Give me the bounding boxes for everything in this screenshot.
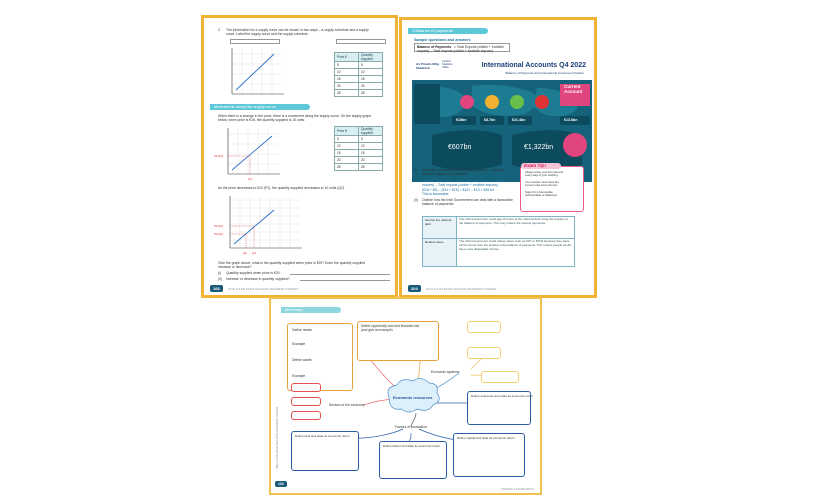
body-text: When there is a change in the price, there is a movement along the supply curve. On the supply graph	[218, 114, 372, 118]
exam-tip-title: Exam Tip!	[521, 163, 561, 169]
page-footer: SKILLS FOR EXAM SUCCESS BUSINESS STUDIES	[228, 288, 299, 291]
box-label: Define land and state its economic return	[295, 434, 350, 438]
value-label: €13.8bn	[564, 118, 578, 122]
answer-box[interactable]	[336, 39, 386, 44]
table-cell: 15	[359, 76, 383, 83]
question-text: Ireland's balance of payments.	[422, 172, 468, 176]
item-text: Quantity supplied when price is €20:	[226, 271, 281, 275]
section-title: Mind map	[285, 307, 303, 312]
quantity-label: Q1	[248, 177, 253, 181]
section-title: Movements along the supply curve	[214, 104, 276, 109]
price-label: P1(15)	[214, 154, 224, 158]
box-label: Define capital and state its economic return	[457, 436, 515, 440]
infographic-subtitle: Balance of Payments and International Investment Position	[505, 71, 584, 75]
value-label: €21.4bn	[512, 118, 526, 122]
supply-curve-chart	[226, 46, 286, 102]
question-text: Outline how the Irish Government can deal with a favourable	[422, 198, 513, 202]
movement-chart	[214, 124, 284, 188]
table-value-text: The Irish Government could reduce taxes such as VAT or PAYE because they have extra income from the surplus in the balance of payments. This means people would have more disposable income.	[459, 239, 571, 251]
sectors-node: Sectors of the economy	[329, 403, 365, 407]
cso-text: Staidrimh	[416, 66, 430, 70]
table-cell: 15	[335, 76, 359, 83]
economic-systems-node: Economic systems	[431, 370, 460, 374]
blank-box[interactable]	[481, 371, 519, 383]
quantity-label: Q1	[252, 251, 257, 255]
table-header: Quantity supplied	[359, 127, 383, 136]
table-cell: 25	[359, 164, 383, 171]
table-key: Reduce taxes	[423, 239, 457, 267]
item-number: (ii)	[218, 277, 222, 281]
enterprise-box[interactable]	[467, 391, 534, 425]
table-cell: 20	[359, 157, 383, 164]
table-cell: 15	[359, 150, 383, 157]
sector-box[interactable]	[291, 411, 321, 420]
blank-box[interactable]	[467, 321, 501, 333]
supply-schedule-table	[334, 52, 383, 97]
movement-table	[334, 126, 383, 171]
box-label: Define needs	[292, 328, 312, 332]
answer-text: (€18 + €8) – (€41 + €15) = €167 – €13 = €45 bn	[422, 188, 494, 192]
total-value: €607bn	[448, 144, 472, 151]
answer-line[interactable]	[290, 274, 390, 275]
table-cell: 5	[335, 136, 359, 143]
table-cell: 25	[335, 90, 359, 97]
infographic-title: International Accounts Q4 2022	[481, 62, 586, 69]
answer-box[interactable]	[230, 39, 280, 44]
answer-table	[422, 216, 575, 267]
value-label: €8.7bn	[484, 118, 496, 122]
factors-node: Factors of production	[395, 425, 427, 429]
formula-text: = Total Exports (visible + invisible	[454, 44, 504, 49]
page-number: 166	[210, 285, 223, 292]
infographic	[412, 54, 592, 182]
box-label: Define opportunity cost and financial cost	[361, 324, 420, 328]
section-heading	[408, 28, 488, 34]
table-value	[457, 217, 575, 239]
sector-box[interactable]	[291, 397, 321, 406]
center-node: Economic resources	[393, 395, 433, 400]
table-cell: 10	[359, 69, 383, 76]
question-text: Using the information in the infograph above, calculate	[422, 168, 504, 172]
question-text: balance of payments.	[422, 202, 455, 206]
cso-text: Office	[442, 66, 449, 69]
page-number: 133	[275, 481, 287, 487]
balance-of-payments-page	[399, 17, 597, 298]
supply-worksheet-page	[201, 15, 398, 298]
cso-text: Central	[442, 60, 451, 63]
table-cell: 10	[335, 69, 359, 76]
box-label: Define wants	[292, 358, 312, 362]
box-label: Define labour and state its economic return	[383, 444, 441, 448]
cso-text: An Príomh-Oifig	[416, 62, 439, 66]
section-title: Balance of payments	[415, 28, 453, 33]
blank-box[interactable]	[467, 347, 501, 359]
quantity-label: Q2	[243, 251, 248, 255]
table-cell: 10	[335, 143, 359, 150]
table-header: Quantity supplied	[359, 53, 383, 62]
table-value-text: The Irish Government could pay off some of the national debt using the surplus on the balance of payments. This may reduce the interest payments.	[459, 217, 569, 225]
question-text: increase or decrease?	[218, 265, 252, 269]
box-label: (and give an example)	[361, 328, 393, 332]
tip-text: Your answer must have the	[525, 180, 559, 184]
tip-text: unfavourable or balanced.	[525, 193, 558, 198]
question-text: Give the graph above, what is the quantity supplied when price is €20? Does the quantity supplied	[218, 261, 366, 265]
formula-label: Balance of Payments	[417, 44, 452, 49]
page-footer: STRAND 3 ECONOMICS	[500, 488, 534, 491]
opportunity-cost-box[interactable]	[357, 321, 439, 361]
page-number: 204	[408, 285, 421, 292]
question-text: The information for a supply curve can be shown in two ways – a supply schedule and a supply	[226, 28, 369, 32]
box-label: Define enterprise and state its economic return	[471, 394, 534, 398]
tip-text: State if it is favourable,	[525, 190, 554, 194]
value-label: €18bn	[456, 118, 467, 122]
table-header: Price €	[335, 53, 359, 62]
table-key: Service the national debt	[423, 217, 457, 239]
answer-line[interactable]	[300, 280, 390, 281]
price-label: P1(15)	[214, 224, 224, 228]
section-heading	[210, 104, 310, 110]
table-cell: 25	[359, 90, 383, 97]
formula-text: exports) – Total Imports (visible + invisible imports)	[417, 48, 493, 53]
box-label: Example	[292, 374, 306, 378]
labour-box[interactable]	[379, 441, 447, 479]
answer-text: Balance of Payments = Total Exports (visible + invisible	[422, 179, 505, 183]
land-box[interactable]	[291, 431, 359, 471]
item-text: Increase or decrease in quantity supplied?	[226, 277, 290, 281]
answer-text: This is favourable	[422, 192, 449, 196]
answer-text: exports) – Total Imports (visible + invisible imports)	[422, 183, 498, 187]
item-number: (i)	[218, 271, 222, 275]
decrease-chart	[214, 192, 304, 262]
tip-text: correct units and currency.	[525, 183, 558, 188]
question-number: 2.	[218, 28, 221, 32]
tip-text: every step of your working.	[525, 173, 559, 178]
table-cell: 5	[359, 62, 383, 69]
price-label: P2(10)	[214, 232, 224, 236]
question-text: curve. Label the supply curve and the supply schedule.	[226, 32, 309, 36]
sector-box[interactable]	[291, 383, 321, 392]
side-footer: SKILLS FOR EXAM SUCCESS BUSINESS STUDIES	[276, 406, 279, 469]
capital-box[interactable]	[453, 433, 525, 477]
table-value	[457, 239, 575, 267]
tip-text: Always show your formula and	[525, 170, 563, 174]
exam-tip-box	[520, 163, 584, 212]
needs-wants-box[interactable]	[287, 323, 353, 391]
table-cell: 20	[335, 157, 359, 164]
table-cell: 15	[335, 150, 359, 157]
table-cell: 5	[359, 136, 383, 143]
total-value: €1,322bn	[524, 144, 554, 151]
subheading: Sample questions and answers	[414, 38, 471, 42]
current-account-label: Current Account	[564, 84, 583, 94]
question-number: (i)	[414, 168, 418, 172]
box-label: Example	[292, 342, 306, 346]
table-cell: 20	[335, 83, 359, 90]
table-cell: 5	[335, 62, 359, 69]
infographic-header	[412, 54, 592, 80]
table-cell: 20	[359, 83, 383, 90]
section-number: 4	[412, 28, 415, 33]
mind-map-page	[269, 297, 542, 495]
cso-text: Statistics	[442, 63, 453, 66]
body-text: below, when price is €15, the quantity supplied is 15 units.	[218, 118, 306, 122]
table-header: Price €	[335, 127, 359, 136]
page-footer: SKILLS FOR EXAM SUCCESS BUSINESS STUDIES	[426, 288, 497, 291]
formula-box	[414, 43, 510, 52]
table-cell: 25	[335, 164, 359, 171]
question-number: (ii)	[414, 198, 418, 202]
body-text: As the price decreases to €10 (P2), the quantity supplied decreases to 10 units (Q2).	[218, 186, 346, 190]
table-cell: 10	[359, 143, 383, 150]
